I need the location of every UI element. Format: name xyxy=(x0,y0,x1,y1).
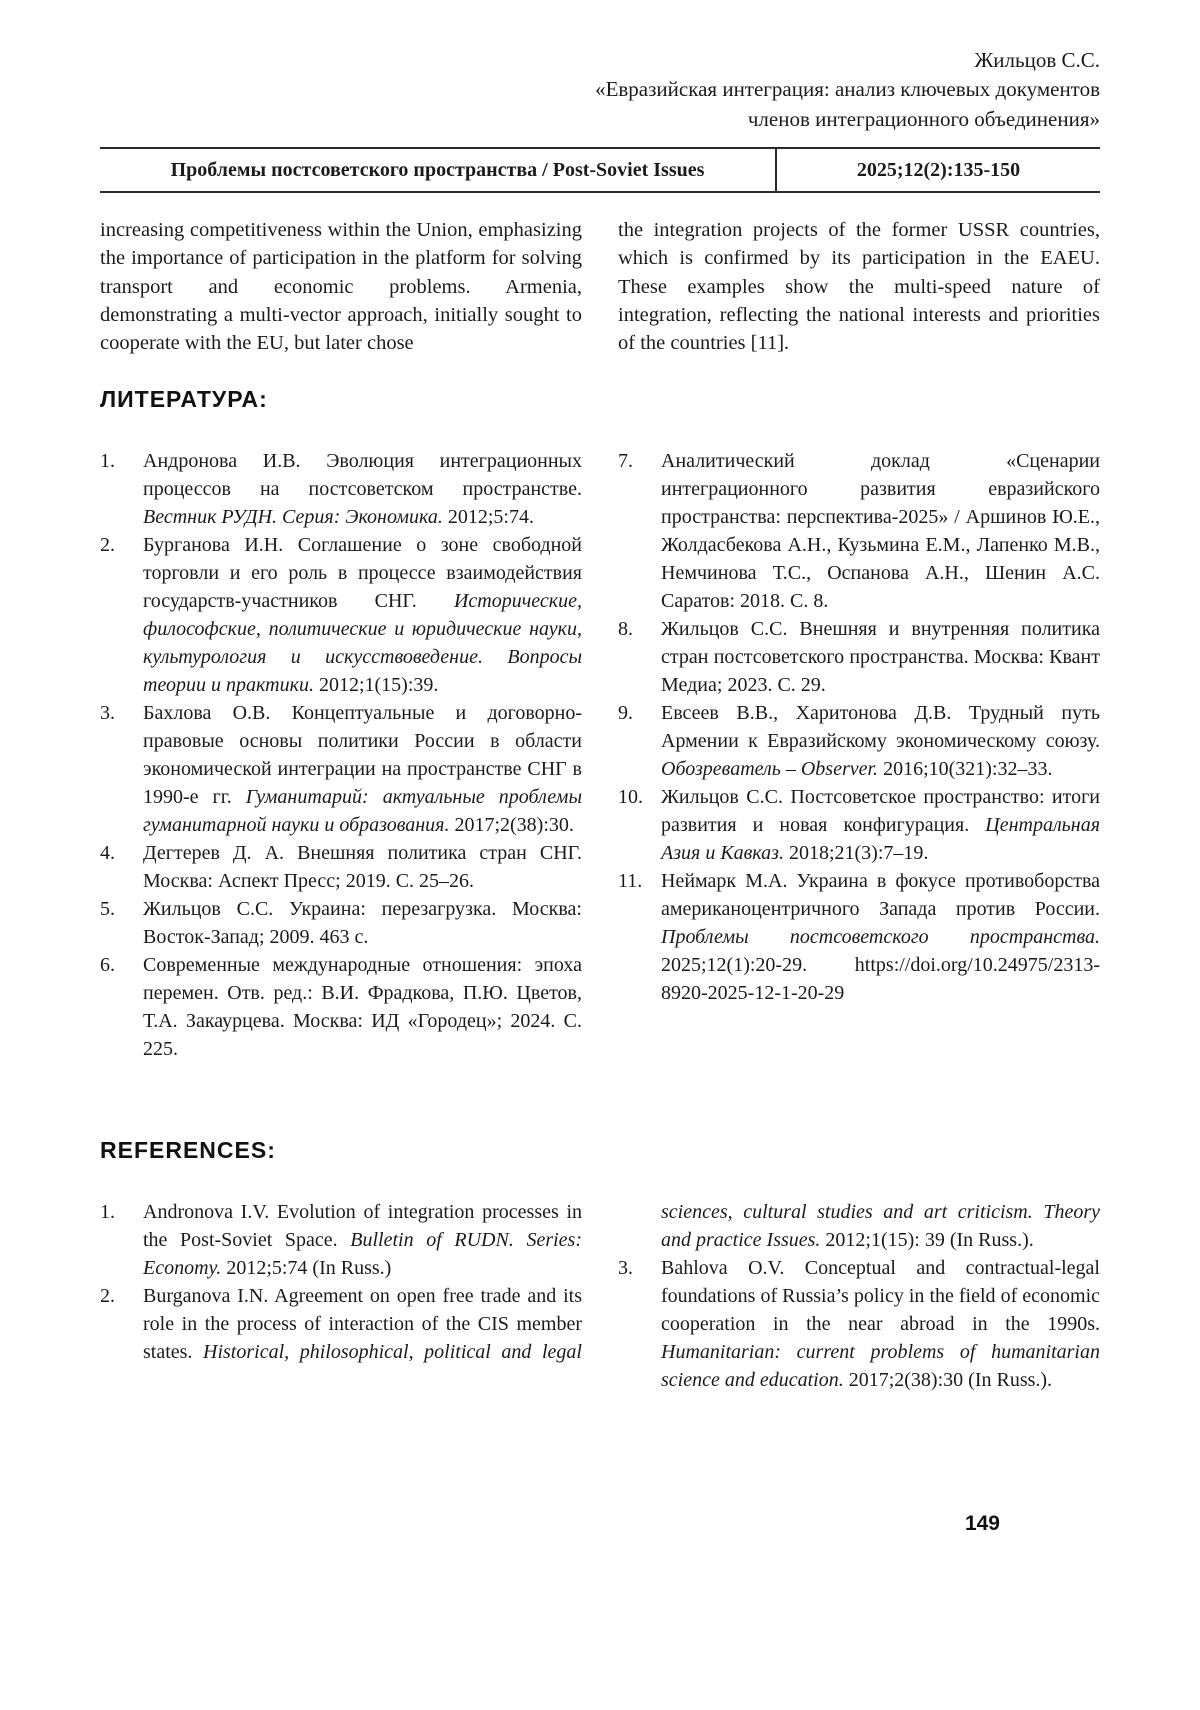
reference-number: 5. xyxy=(100,897,115,920)
reference-text-segment: Андронова И.В. Эволюция интеграционных процессов на постсоветском пространстве. xyxy=(143,449,582,500)
reference-item xyxy=(618,447,1100,615)
reference-text-segment: Неймарк М.А. Украина в фокусе противоборства американоцентричного Запада против России. xyxy=(661,869,1100,920)
reference-text-segment: 2012;5:74. xyxy=(442,505,534,528)
reference-number: 2. xyxy=(100,533,115,556)
journal-bar xyxy=(100,147,1100,193)
article-title-line-2: членов интеграционного объединения» xyxy=(747,106,1100,131)
reference-item xyxy=(618,699,1100,783)
reference-text-segment: Жильцов С.С. Внешняя и внутренняя политика стран постсоветского пространства. Москва: Квант Медиа; 2023. С. 29. xyxy=(661,617,1100,696)
reference-text-segment: Вестник РУДН. Серия: Экономика. xyxy=(143,505,443,528)
reference-text-segment: 2018;21(3):7–19. xyxy=(783,841,929,864)
reference-number: 4. xyxy=(100,841,115,864)
reference-number: 8. xyxy=(618,617,633,640)
journal-name: Проблемы постсоветского пространства / Post-Soviet Issues xyxy=(170,158,705,181)
reference-text-segment: Центральная Азия и Кавказ. xyxy=(661,813,1100,864)
reference-number: 6. xyxy=(100,953,115,976)
reference-number: 3. xyxy=(618,1256,633,1279)
body-paragraph-right: the integration projects of the former USSR countries, which is confirmed by its participation in the EAEU. These examples show the multi-speed nature of integration, reflecting the national interests and priorities of the countries [11]. xyxy=(618,219,1100,355)
reference-text-segment: 2016;10(321):32–33. xyxy=(878,757,1053,780)
reference-item xyxy=(100,1198,582,1282)
reference-text-segment: 2017;2(38):30 (In Russ.). xyxy=(843,1368,1053,1391)
reference-number: 7. xyxy=(618,449,633,472)
article-header xyxy=(100,0,1100,134)
reference-text-segment: Жильцов С.С. Украина: перезагрузка. Москва: Восток-Запад; 2009. 463 с. xyxy=(143,897,582,948)
reference-text-segment: Гуманитарий: актуальные проблемы гуманитарной науки и образования. xyxy=(143,785,582,836)
page-number: 149 xyxy=(964,1512,1000,1535)
article-author: Жильцов С.С. xyxy=(974,48,1100,72)
references-list xyxy=(100,1198,1100,1394)
reference-text-segment: Бахлова О.В. Концептуальные и договорно-правовые основы политики России в области экономической интеграции на пространстве СНГ в 1990-е гг. xyxy=(143,701,582,808)
reference-text-segment: Жильцов С.С. Постсоветское пространство: итоги развития и новая конфигурация. xyxy=(661,785,1100,836)
reference-text-segment: Бурганова И.Н. Соглашение о зоне свободной торговли и его роль в процессе взаимодействия государств-участников СНГ. xyxy=(143,533,582,612)
reference-text-segment: Bulletin of RUDN. Series: Economy. xyxy=(143,1228,582,1279)
reference-item xyxy=(100,699,582,839)
reference-text-segment: Andronova I.V. Evolution of integration processes in the Post-Soviet Space. xyxy=(143,1200,582,1251)
reference-number: 11. xyxy=(618,869,643,892)
reference-text-segment: 2017;2(38):30. xyxy=(449,813,574,836)
reference-text-segment: Burganova I.N. Agreement on open free trade and its role in the process of interaction of the CIS member states. xyxy=(143,1284,582,1363)
reference-text-segment: Historical, philosophical, political and legal sciences, cultural studies and art criticism. Theory and practice Issues. xyxy=(203,1200,1100,1363)
reference-item xyxy=(100,839,582,895)
literatura-list xyxy=(100,447,1100,1063)
reference-text-segment: Дегтерев Д. А. Внешняя политика стран СНГ. Москва: Аспект Пресс; 2019. С. 25–26. xyxy=(143,841,582,892)
reference-number: 10. xyxy=(618,785,643,808)
reference-item xyxy=(100,951,582,1063)
reference-text-segment: Проблемы постсоветского пространства. xyxy=(661,925,1100,948)
reference-text-segment: 2012;1(15):39. xyxy=(313,673,439,696)
reference-text-segment: Обозреватель – Observer. xyxy=(661,757,879,780)
reference-text-segment: Современные международные отношения: эпоха перемен. Отв. ред.: В.И. Фрадкова, П.Ю. Цветов, Т.А. Закаурцева. Москва: ИД «Городец»; 2024. С. 225. xyxy=(143,953,582,1060)
reference-number: 1. xyxy=(100,1200,115,1223)
reference-text-segment: Bahlova O.V. Conceptual and contractual-legal foundations of Russia’s policy in the field of economic cooperation in the near abroad in the 1990s. xyxy=(661,1256,1100,1335)
reference-text-segment: Исторические, философские, политические и юридические науки, культурология и искусствоведение. Вопросы теории и практики. xyxy=(143,589,582,696)
reference-item xyxy=(618,615,1100,699)
reference-item xyxy=(618,1254,1100,1394)
article-title-line-1: «Евразийская интеграция: анализ ключевых документов xyxy=(595,77,1100,102)
reference-text-segment: 2025;12(1):20-29. https://doi.org/10.24975/2313-8920-2025-12-1-20-29 xyxy=(661,953,1100,1004)
literatura-heading: ЛИТЕРАТУРА: xyxy=(100,385,268,412)
reference-text-segment: 2012;1(15): 39 (In Russ.). xyxy=(820,1228,1034,1251)
journal-issue: 2025;12(2):135-150 xyxy=(856,158,1021,181)
reference-text-segment: Аналитический доклад «Сценарии интеграционного развития евразийского пространства: перспектива-2025» / Аршинов Ю.Е., Жолдасбекова А.Н., Кузьмина Е.М., Лапенко М.В., Немчинова Т.С., Оспанова А.Н., Шенин А.С. Саратов: 2018. С. 8. xyxy=(661,449,1100,612)
reference-item xyxy=(100,531,582,699)
reference-text-segment: Евсеев В.В., Харитонова Д.В. Трудный путь Армении к Евразийскому экономическому союзу. xyxy=(661,701,1100,752)
reference-text-segment: 2012;5:74 (In Russ.) xyxy=(221,1256,392,1279)
reference-item xyxy=(100,447,582,531)
reference-item xyxy=(100,895,582,951)
reference-number: 1. xyxy=(100,449,115,472)
reference-number: 9. xyxy=(618,701,633,724)
reference-item xyxy=(618,867,1100,1007)
reference-item xyxy=(618,783,1100,867)
references-heading: REFERENCES: xyxy=(100,1136,276,1163)
reference-text-segment: Humanitarian: current problems of humanitarian science and education. xyxy=(661,1340,1100,1391)
article-body xyxy=(100,216,1100,357)
reference-number: 3. xyxy=(100,701,115,724)
body-paragraph-left: increasing competitiveness within the Union, emphasizing the importance of participation in the platform for solving transport and economic problems. Armenia, demonstrating a multi-vector approach, initially sought to cooperate with the EU, but later chose xyxy=(100,219,582,355)
reference-number: 2. xyxy=(100,1284,115,1307)
